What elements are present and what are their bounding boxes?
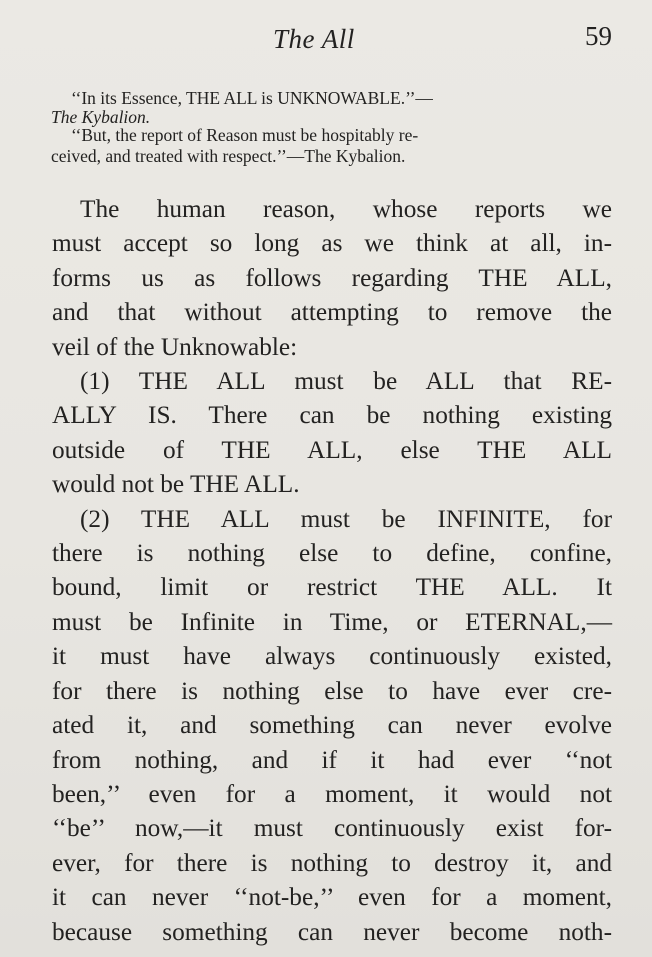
paragraph-line: must accept so long as we think at all, in- (52, 229, 612, 258)
paragraph-line: bound, limit or restrict THE ALL. It (52, 573, 612, 602)
paragraph-line: (2) THE ALL must be INFINITE, for (80, 504, 612, 533)
page-header (0, 20, 652, 60)
paragraph-line: because something can never become noth- (52, 917, 612, 946)
body-text (52, 192, 618, 949)
epigraph-line: ‘‘But, the report of Reason must be hospitably re- (71, 125, 419, 145)
paragraph-line: ated it, and something can never evolve (52, 711, 612, 740)
paragraph-line: for there is nothing else to have ever cre- (52, 676, 612, 705)
running-title: The All (273, 24, 355, 54)
paragraph-line: must be Infinite in Time, or ETERNAL,— (52, 607, 612, 636)
paragraph-line: ever, for there is nothing to destroy it, and (52, 848, 612, 877)
paragraph-line: forms us as follows regarding THE ALL, (52, 263, 612, 292)
paragraph-line: (1) THE ALL must be ALL that RE- (80, 367, 612, 396)
epigraph-attribution: The Kybalion. (51, 107, 151, 127)
paragraph-line: would not be THE ALL. (52, 470, 300, 499)
paragraph-line: The human reason, whose reports we (80, 195, 612, 223)
paragraph-line: and that without attempting to remove the (52, 298, 612, 327)
paragraph-line: it can never ‘‘not-be,’’ even for a moment, (52, 883, 612, 912)
epigraph-line: ceived, and treated with respect.’’—The Kybalion. (51, 146, 406, 166)
paragraph-line: it must have always continuously existed, (52, 642, 612, 671)
paragraph-line: there is nothing else to define, confine, (52, 539, 612, 568)
epigraph-line: ‘‘In its Essence, THE ALL is UNKNOWABLE.’’— (71, 88, 433, 108)
paragraph-line: from nothing, and if it had ever ‘‘not (52, 745, 612, 774)
paragraph-line: ‘‘be’’ now,—it must continuously exist for- (52, 814, 612, 843)
paragraph-line: been,’’ even for a moment, it would not (52, 779, 612, 808)
paragraph-line: outside of THE ALL, else THE ALL (52, 435, 612, 464)
epigraph (51, 88, 621, 167)
paragraph-line: ALLY IS. There can be nothing existing (52, 401, 612, 430)
page-number: 59 (585, 21, 612, 51)
paragraph-line: veil of the Unknowable: (52, 332, 298, 361)
